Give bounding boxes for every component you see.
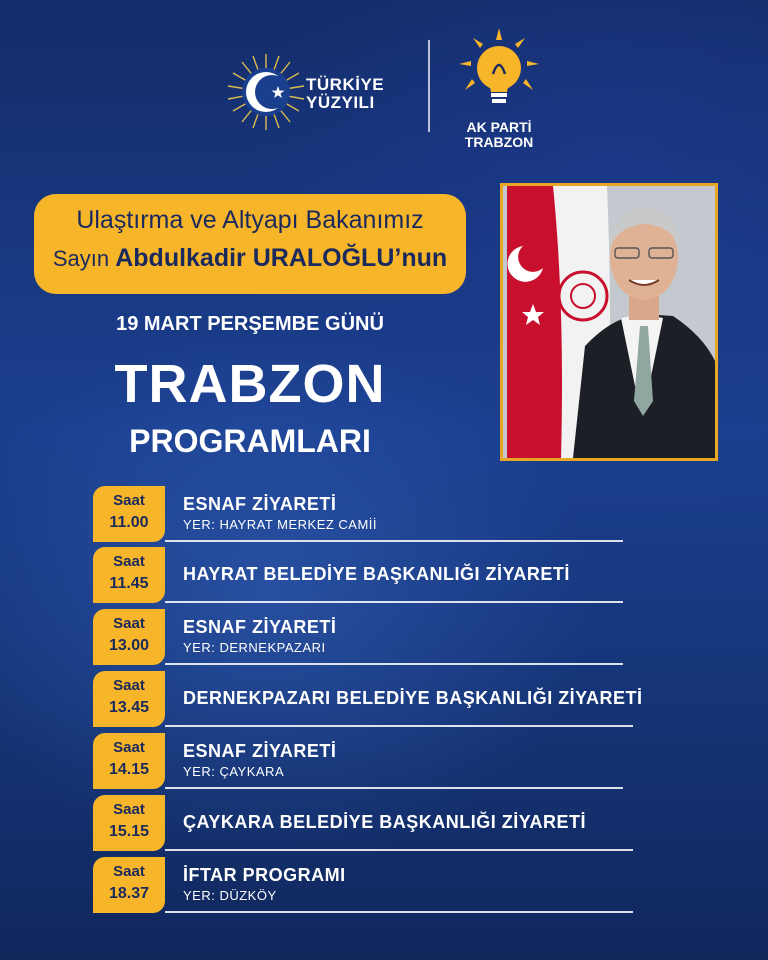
lightbulb-icon [455, 26, 543, 114]
row-underline [165, 787, 623, 789]
time-badge [93, 733, 165, 789]
time-badge [93, 671, 165, 727]
ak-parti-logo [455, 26, 543, 152]
event-location: YER: DÜZKÖY [183, 888, 277, 903]
time-value: 13.00 [108, 637, 150, 654]
event-title: ESNAF ZİYARETİ [183, 617, 337, 637]
time-label: Saat [113, 677, 145, 694]
time-label: Saat [113, 863, 145, 880]
schedule-row [93, 486, 633, 542]
turkiye-yuzyili-logo [226, 52, 406, 136]
time-badge [93, 857, 165, 913]
title-line1: Ulaştırma ve Altyapı Bakanımız [76, 206, 424, 234]
sunburst-crescent-icon [226, 52, 306, 132]
time-value: 15.15 [108, 823, 150, 840]
party-line2: TRABZON [464, 134, 534, 150]
event-date: 19 MART PERŞEMBE GÜNÜ [116, 313, 384, 335]
header-divider [428, 40, 430, 132]
time-label: Saat [113, 739, 145, 756]
event-title: DERNEKPAZARI BELEDİYE BAŞKANLIĞI ZİYARETİ [183, 688, 643, 708]
brand-left-line2: YÜZYILI [306, 93, 375, 112]
schedule-row [93, 857, 633, 913]
time-label: Saat [113, 553, 145, 570]
time-label: Saat [113, 615, 145, 632]
city-title: TRABZON [114, 354, 386, 414]
schedule-row [93, 733, 633, 789]
time-value: 13.45 [108, 699, 150, 716]
time-badge [93, 609, 165, 665]
event-location: YER: DERNEKPAZARI [183, 640, 326, 655]
time-label: Saat [113, 492, 145, 509]
title-line2 [34, 244, 466, 273]
schedule-row [93, 609, 633, 665]
time-value: 11.00 [109, 514, 149, 531]
time-value: 18.37 [108, 885, 150, 902]
minister-photo [500, 183, 718, 461]
schedule-row [93, 547, 633, 603]
row-underline [165, 540, 623, 542]
event-location: YER: ÇAYKARA [183, 764, 285, 779]
programs-subtitle: PROGRAMLARI [129, 423, 371, 459]
event-title: ESNAF ZİYARETİ [183, 741, 337, 761]
row-underline [165, 849, 633, 851]
event-title: HAYRAT BELEDİYE BAŞKANLIĞI ZİYARETİ [183, 564, 570, 584]
row-underline [165, 725, 633, 727]
schedule-row [93, 671, 643, 727]
event-title: ESNAF ZİYARETİ [183, 494, 337, 514]
minister-name: Abdulkadir URALOĞLU [115, 244, 395, 272]
time-badge [93, 547, 165, 603]
event-title: ÇAYKARA BELEDİYE BAŞKANLIĞI ZİYARETİ [183, 812, 587, 832]
title-suffix: ’nun [394, 244, 448, 272]
time-label: Saat [113, 801, 145, 818]
time-value: 14.15 [108, 761, 150, 778]
event-title: İFTAR PROGRAMI [183, 865, 346, 885]
time-badge [93, 795, 165, 851]
title-prefix: Sayın [52, 246, 116, 271]
row-underline [165, 911, 633, 913]
title-banner [34, 194, 466, 294]
time-value: 11.45 [109, 575, 149, 592]
time-badge [93, 486, 165, 542]
row-underline [165, 601, 623, 603]
brand-left-line1: TÜRKİYE [306, 75, 385, 94]
party-line1: AK PARTİ [466, 119, 532, 135]
schedule-row [93, 795, 633, 851]
event-location: YER: HAYRAT MERKEZ CAMİİ [183, 517, 378, 532]
row-underline [165, 663, 623, 665]
